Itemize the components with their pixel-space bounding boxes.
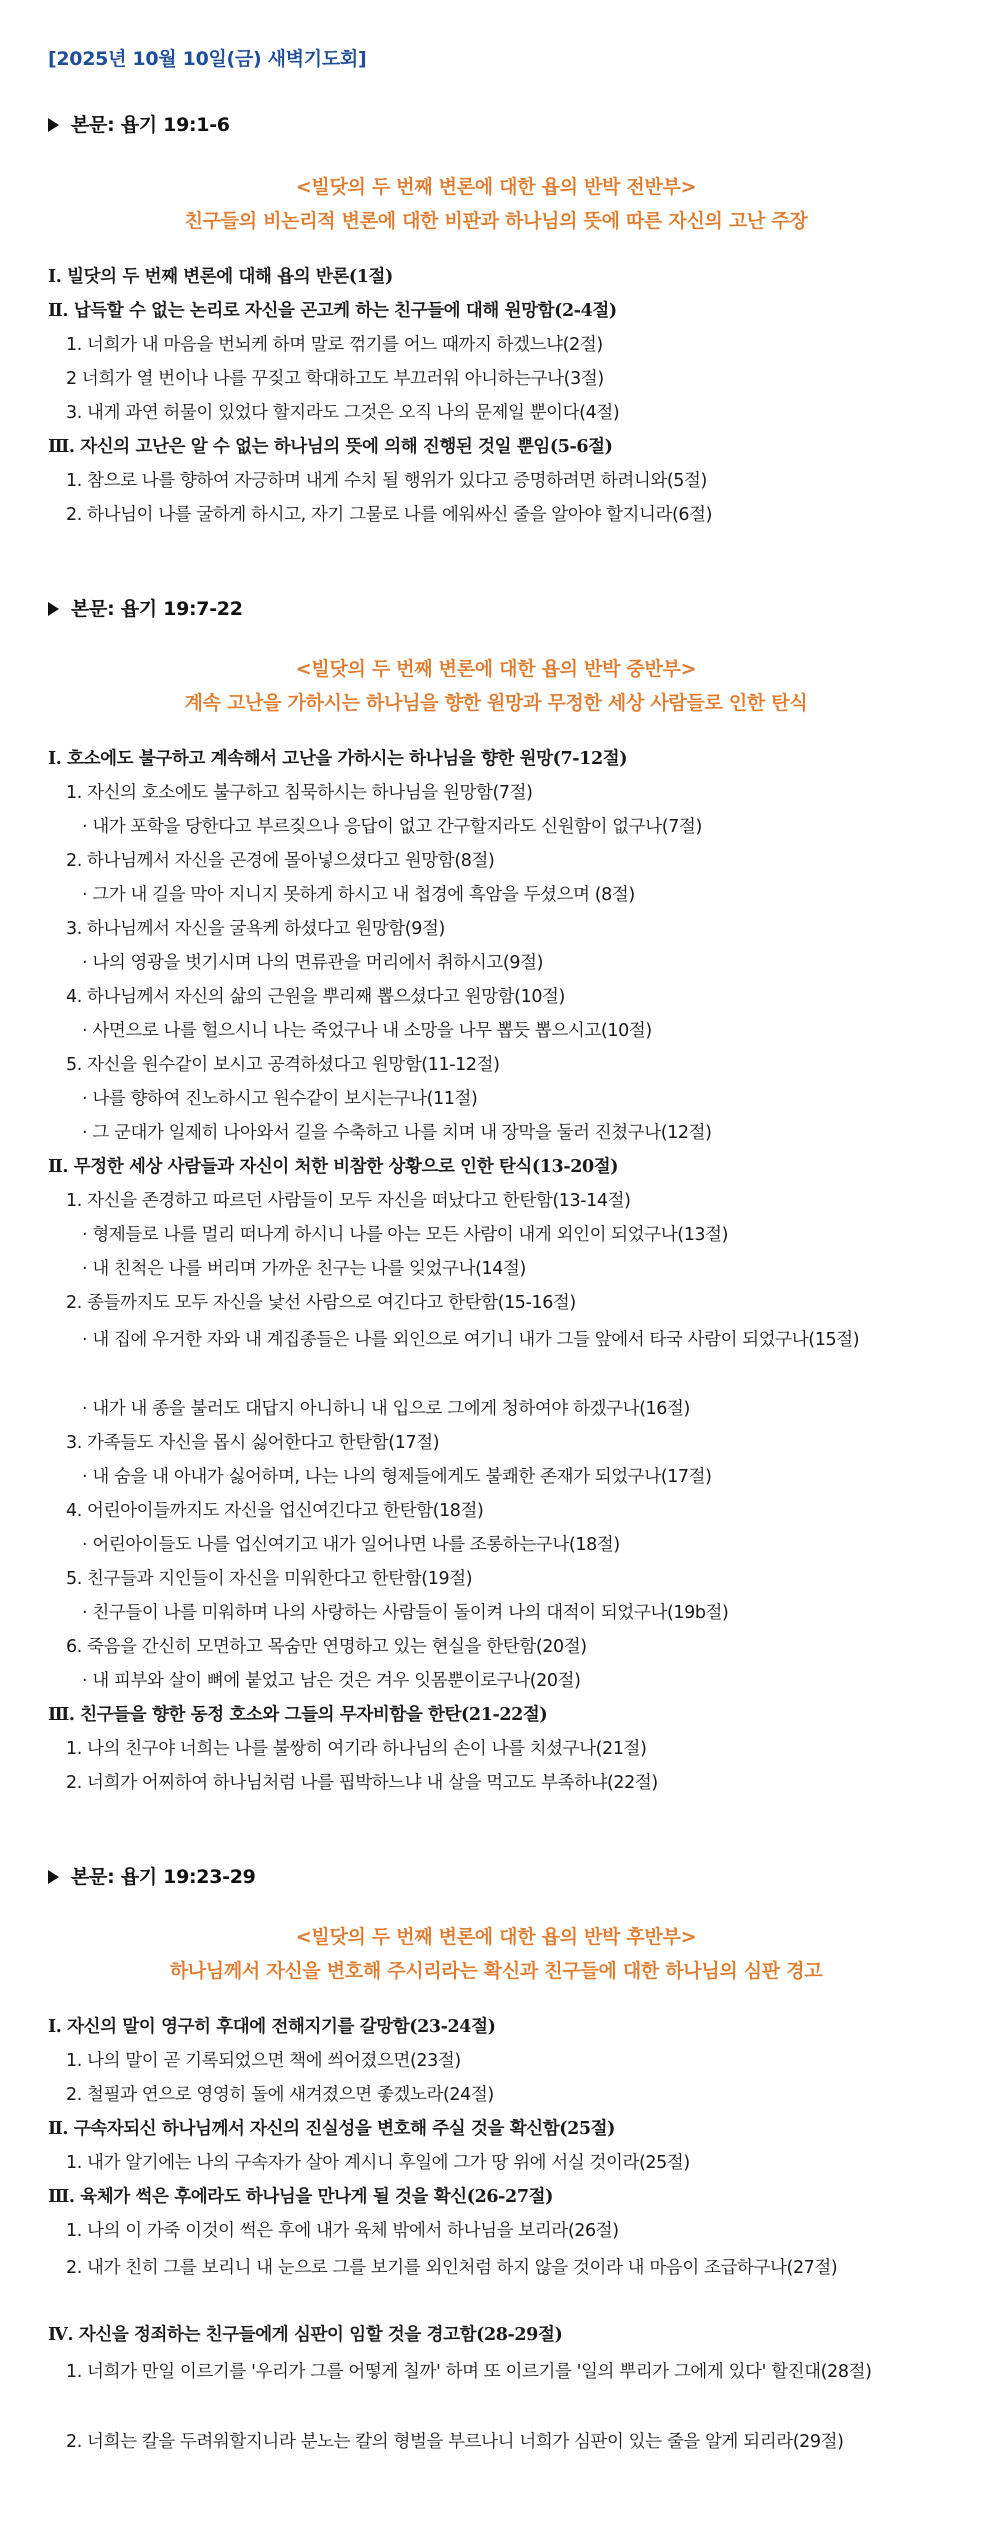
passage-3 (48, 1862, 256, 1889)
outline-sub-point: 5. 자신을 원수같이 보시고 공격하셨다고 원망함(11-12절) (66, 1055, 500, 1075)
triangle-bullet-icon (48, 602, 59, 616)
section-1-heading (48, 170, 944, 238)
page-title: [2025년 10월 10일(금) 새벽기도회] (48, 48, 367, 70)
section-2-heading-title: <빌닷의 두 번째 변론에 대한 욥의 반박 중반부> (295, 658, 697, 680)
outline-sub-point: 3. 내게 과연 허물이 있었다 할지라도 그것은 오직 나의 문제일 뿐이다(4절) (66, 403, 620, 423)
passage-2 (48, 594, 243, 621)
outline-main-point: Ⅰ. 빌닷의 두 번째 변론에 대해 욥의 반론(1절) (48, 267, 393, 287)
triangle-bullet-icon (48, 1870, 59, 1884)
triangle-bullet-icon (48, 118, 59, 132)
outline-verse-line: · 그가 내 길을 막아 지니지 못하게 하시고 내 첩경에 흑암을 두셨으며 (8절) (82, 885, 635, 905)
outline-verse-line: · 어린아이들도 나를 업신여기고 내가 일어나면 나를 조롱하는구나(18절) (82, 1535, 620, 1555)
section-3-heading (48, 1920, 944, 1988)
outline-sub-point: 1. 너희가 내 마음을 번뇌케 하며 말로 꺾기를 어느 때까지 하겠느냐(2절) (66, 335, 603, 355)
outline-main-point: Ⅱ. 납득할 수 없는 논리로 자신을 곤고케 하는 친구들에 대해 원망함(2-4절) (48, 301, 617, 321)
outline-sub-point: 2. 하나님이 나를 굴하게 하시고, 자기 그물로 나를 에워싸신 줄을 알아야 할지니라(6절) (66, 505, 713, 525)
outline-sub-point: 5. 친구들과 지인들이 자신을 미워한다고 한탄함(19절) (66, 1569, 473, 1589)
section-2-heading-subtitle: 계속 고난을 가하시는 하나님을 향한 원망과 무정한 세상 사람들로 인한 탄식 (184, 692, 808, 714)
outline-verse-line: · 내 집에 우거한 자와 내 계집종들은 나를 외인으로 여기니 내가 그들 앞에서 타국 사람이 되었구나(15절) (82, 1330, 860, 1350)
outline-sub-point: 4. 하나님께서 자신의 삶의 근원을 뿌리째 뽑으셨다고 원망함(10절) (66, 987, 565, 1007)
outline-verse-line: · 내 숨을 내 아내가 싫어하며, 나는 나의 형제들에게도 불쾌한 존재가 되었구나(17절) (82, 1467, 712, 1487)
passage-3-label: 본문: 욥기 19:23-29 (71, 1866, 256, 1888)
passage-1 (48, 110, 230, 137)
outline-main-point: Ⅰ. 자신의 말이 영구히 후대에 전해지기를 갈망함(23-24절) (48, 2017, 496, 2037)
outline-sub-point: 2 너희가 열 번이나 나를 꾸짖고 학대하고도 부끄러워 아니하는구나(3절) (66, 369, 604, 389)
passage-1-label: 본문: 욥기 19:1-6 (71, 114, 230, 136)
outline-sub-point: 2. 내가 친히 그를 보리니 내 눈으로 그를 보기를 외인처럼 하지 않을 것이라 내 마음이 조급하구나(27절) (66, 2258, 838, 2278)
outline-verse-line: · 내 친척은 나를 버리며 가까운 친구는 나를 잊었구나(14절) (82, 1259, 526, 1279)
outline-sub-point: 2. 철필과 연으로 영영히 돌에 새겨졌으면 좋겠노라(24절) (66, 2085, 494, 2105)
outline-main-point: Ⅲ. 친구들을 향한 동정 호소와 그들의 무자비함을 한탄(21-22절) (48, 1705, 548, 1725)
outline-verse-line: · 내가 포학을 당한다고 부르짖으나 응답이 없고 간구할지라도 신원함이 없구나(7절) (82, 817, 702, 837)
outline-verse-line: · 형제들로 나를 멀리 떠나게 하시니 나를 아는 모든 사람이 내게 외인이 되었구나(13절) (82, 1225, 729, 1245)
outline-main-point: Ⅱ. 무정한 세상 사람들과 자신이 처한 비참한 상황으로 인한 탄식(13-20절) (48, 1157, 619, 1177)
outline-verse-line: · 나의 영광을 벗기시며 나의 면류관을 머리에서 취하시고(9절) (82, 953, 544, 973)
outline-verse-line: · 사면으로 나를 헐으시니 나는 죽었구나 내 소망을 나무 뽑듯 뽑으시고(10절) (82, 1021, 652, 1041)
outline-verse-line: · 내가 내 종을 불러도 대답지 아니하니 내 입으로 그에게 청하여야 하겠구나(16절) (82, 1399, 690, 1419)
outline-sub-point: 2. 너희가 어찌하여 하나님처럼 나를 핍박하느냐 내 살을 먹고도 부족하냐(22절) (66, 1773, 658, 1793)
outline-verse-line: · 친구들이 나를 미워하며 나의 사랑하는 사람들이 돌이켜 나의 대적이 되었구나(19b절) (82, 1603, 729, 1623)
outline-sub-point: 1. 너희가 만일 이르기를 '우리가 그를 어떻게 칠까' 하며 또 이르기를 '일의 뿌리가 그에게 있다' 할진대(28절) (66, 2362, 872, 2382)
outline-sub-point: 1. 나의 이 가죽 이것이 썩은 후에 내가 육체 밖에서 하나님을 보리라(26절) (66, 2221, 619, 2241)
outline-verse-line: · 내 피부와 살이 뼈에 붙었고 남은 것은 겨우 잇몸뿐이로구나(20절) (82, 1671, 581, 1691)
outline-sub-point: 6. 죽음을 간신히 모면하고 목숨만 연명하고 있는 현실을 한탄함(20절) (66, 1637, 587, 1657)
outline-sub-point: 1. 나의 말이 곧 기록되었으면 책에 씌어졌으면(23절) (66, 2051, 461, 2071)
outline-sub-point: 2. 종들까지도 모두 자신을 낯선 사람으로 여긴다고 한탄함(15-16절) (66, 1293, 576, 1313)
outline-main-point: Ⅰ. 호소에도 불구하고 계속해서 고난을 가하시는 하나님을 향한 원망(7-12절) (48, 749, 628, 769)
outline-sub-point: 4. 어린아이들까지도 자신을 업신여긴다고 한탄함(18절) (66, 1501, 484, 1521)
section-1-heading-title: <빌닷의 두 번째 변론에 대한 욥의 반박 전반부> (295, 176, 697, 198)
section-3-heading-title: <빌닷의 두 번째 변론에 대한 욥의 반박 후반부> (295, 1926, 697, 1948)
outline-main-point: Ⅲ. 육체가 썩은 후에라도 하나님을 만나게 될 것을 확신(26-27절) (48, 2187, 553, 2207)
section-2-heading (48, 652, 944, 720)
outline-sub-point: 1. 내가 알기에는 나의 구속자가 살아 계시니 후일에 그가 땅 위에 서실 것이라(25절) (66, 2153, 690, 2173)
outline-sub-point: 1. 자신을 존경하고 따르던 사람들이 모두 자신을 떠났다고 한탄함(13-14절) (66, 1191, 631, 1211)
section-3-heading-subtitle: 하나님께서 자신을 변호해 주시리라는 확신과 친구들에 대한 하나님의 심판 경고 (169, 1960, 823, 1982)
passage-2-label: 본문: 욥기 19:7-22 (71, 598, 243, 620)
outline-main-point: Ⅲ. 자신의 고난은 알 수 없는 하나님의 뜻에 의해 진행된 것일 뿐임(5-6절) (48, 437, 613, 457)
outline-sub-point: 3. 가족들도 자신을 몹시 싫어한다고 한탄함(17절) (66, 1433, 440, 1453)
outline-verse-line: · 나를 향하여 진노하시고 원수같이 보시는구나(11절) (82, 1089, 478, 1109)
section-1-heading-subtitle: 친구들의 비논리적 변론에 대한 비판과 하나님의 뜻에 따른 자신의 고난 주장 (184, 210, 808, 232)
outline-sub-point: 1. 참으로 나를 향하여 자긍하며 내게 수치 될 행위가 있다고 증명하려면 하려니와(5절) (66, 471, 707, 491)
outline-sub-point: 1. 자신의 호소에도 불구하고 침묵하시는 하나님을 원망함(7절) (66, 783, 533, 803)
outline-sub-point: 3. 하나님께서 자신을 굴욕케 하셨다고 원망함(9절) (66, 919, 445, 939)
outline-main-point: Ⅱ. 구속자되신 하나님께서 자신의 진실성을 변호해 주실 것을 확신함(25절) (48, 2119, 616, 2139)
outline-main-point: Ⅳ. 자신을 정죄하는 친구들에게 심판이 임할 것을 경고함(28-29절) (48, 2325, 563, 2345)
outline-sub-point: 2. 하나님께서 자신을 곤경에 몰아넣으셨다고 원망함(8절) (66, 851, 495, 871)
outline-sub-point: 2. 너희는 칼을 두려워할지니라 분노는 칼의 형벌을 부르나니 너희가 심판이 있는 줄을 알게 되리라(29절) (66, 2432, 844, 2452)
outline-verse-line: · 그 군대가 일제히 나아와서 길을 수축하고 나를 치며 내 장막을 둘러 진쳤구나(12절) (82, 1123, 712, 1143)
outline-sub-point: 1. 나의 친구야 너희는 나를 불쌍히 여기라 하나님의 손이 나를 치셨구나(21절) (66, 1739, 647, 1759)
